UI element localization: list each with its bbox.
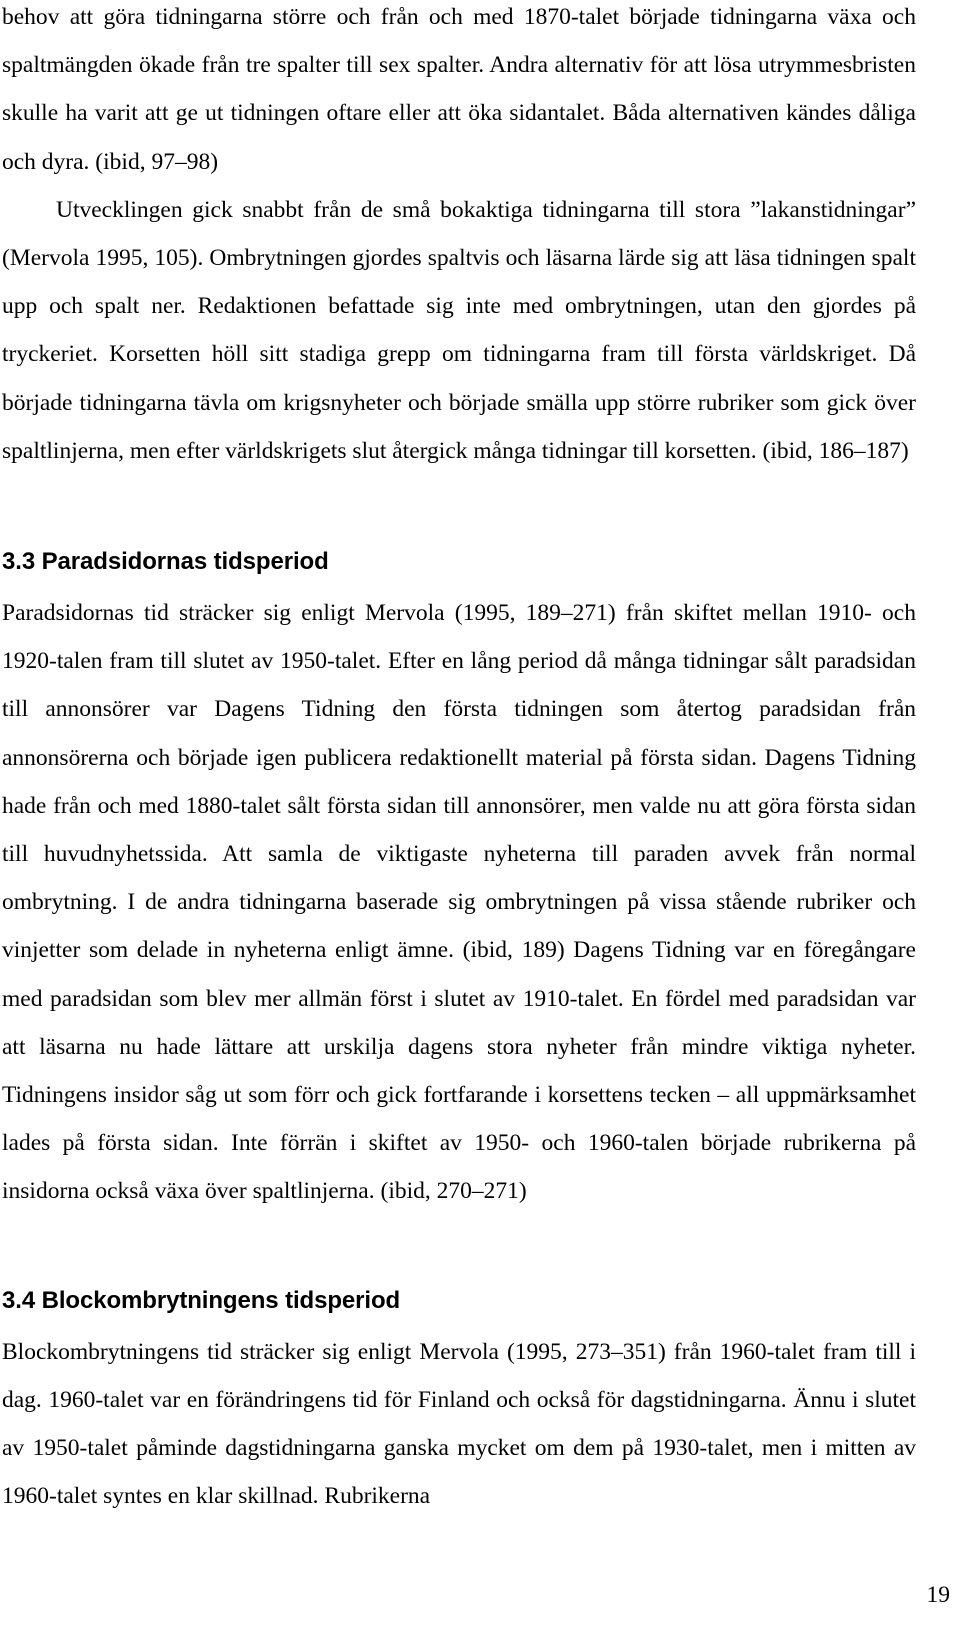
section-heading-3-4: 3.4 Blockombrytningens tidsperiod bbox=[2, 1286, 401, 1314]
paragraph-paradsidor: Paradsidornas tid sträcker sig enligt Mervola (1995, 189–271) från skiftet mellan 1910- och 1920-talen fram till slutet av 1950-talet. Efter en lång period då många tidningar sålt paradsidan till annonsörer var Dagens Tidning den första tidningen som återtog paradsidan från annonsörerna och började igen publicera redaktionellt material på första sidan. Dagens Tidning hade från och med 1880-talet sålt första sidan till annonsörer, men valde nu att göra första sidan till huvudnyhetssida. Att samla de viktigaste nyheterna till paraden avvek från normal ombrytning. I de andra tidningarna baserade sig ombrytningen på vissa stående rubriker och vinjetter som delade in nyheterna enligt ämne. (ibid, 189) Dagens Tidning var en föregångare med paradsidan som blev mer allmän först i slutet av 1910-talet. En fördel med paradsidan var att läsarna nu hade lättare att urskilja dagens stora nyheter från mindre viktiga nyheter. Tidningens insidor såg ut som förr och gick fortfarande i korsettens tecken – all uppmärksamhet lades på första sidan. Inte förrän i skiftet av 1950- och 1960-talen började rubrikerna på insidorna också växa över spaltlinjerna. (ibid, 270–271) bbox=[2, 600, 916, 1205]
page-number: 19 bbox=[926, 1582, 950, 1608]
page-body bbox=[2, 0, 916, 1520]
paragraph-korsett: Utvecklingen gick snabbt från de små bokaktiga tidningarna till stora ”lakanstidningar” (Mervola 1995, 105). Ombrytningen gjordes spaltvis och läsarna lärde sig att läsa tidningen spalt upp och spalt ner. Redaktionen befattade sig inte med ombrytningen, utan den gjordes på tryckeriet. Korsetten höll sitt stadiga grepp om tidningarna fram till första världskriget. Då började tidningarna tävla om krigsnyheter och började smälla upp större rubriker som gick över spaltlinjerna, men efter världskrigets slut återgick många tidningar till korsetten. (ibid, 186–187) bbox=[2, 196, 916, 464]
paragraph-continued: behov att göra tidningarna större och från och med 1870-talet började tidningarna växa och spaltmängden ökade från tre spalter till sex spalter. Andra alternativ för att lösa utrymmesbristen skulle ha varit att ge ut tidningen oftare eller att öka sidantalet. Båda alternativen kändes dåliga och dyra. (ibid, 97–98) bbox=[2, 4, 916, 175]
section-heading-3-3: 3.3 Paradsidornas tidsperiod bbox=[2, 548, 329, 576]
paragraph-blockombrytning: Blockombrytningens tid sträcker sig enligt Mervola (1995, 273–351) från 1960-talet fram till i dag. 1960-talet var en förändringens tid för Finland och också för dagstidningarna. Ännu i slutet av 1950-talet påminde dagstidningarna ganska mycket om dem på 1930-talet, men i mitten av 1960-talet syntes en klar skillnad. Rubrikerna bbox=[2, 1338, 916, 1510]
